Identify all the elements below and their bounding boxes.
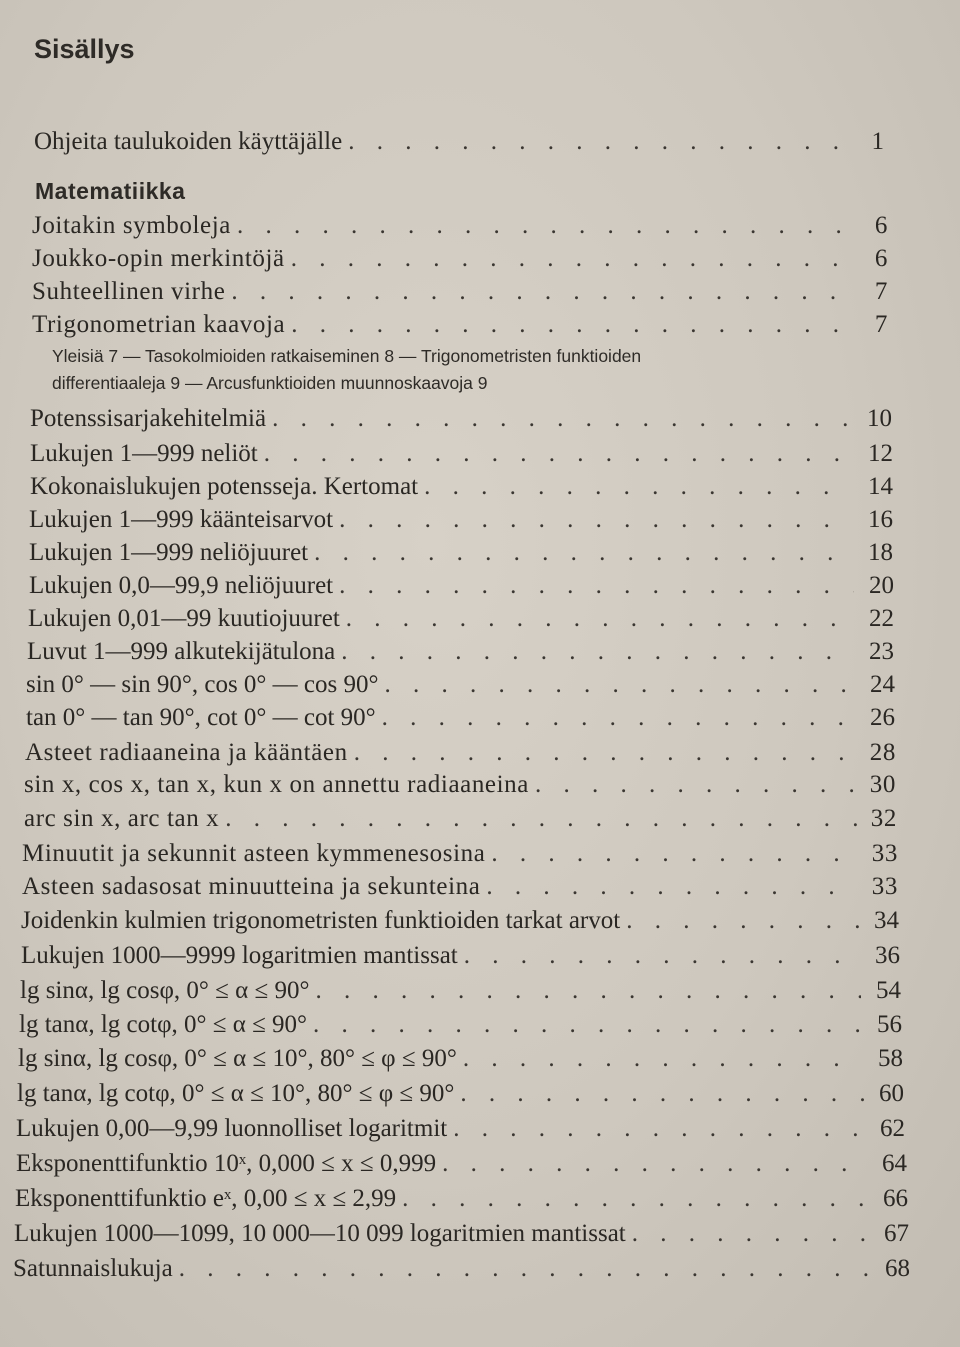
dot-leader xyxy=(339,506,853,534)
page-number: 7 xyxy=(874,278,888,305)
page-number: 18 xyxy=(868,539,893,566)
page-number: 62 xyxy=(880,1115,905,1142)
toc-entry xyxy=(13,1255,910,1287)
dot-leader xyxy=(491,840,858,868)
dot-leader xyxy=(354,739,856,767)
entry-title: Lukujen 1—999 neliöt xyxy=(30,440,258,467)
dot-leader xyxy=(535,771,856,799)
dot-leader xyxy=(626,907,859,935)
toc-entry xyxy=(16,1115,905,1147)
page-number: 66 xyxy=(883,1185,908,1212)
page-number: 30 xyxy=(869,771,896,798)
page-number: 6 xyxy=(874,212,888,239)
dot-leader xyxy=(632,1220,869,1248)
page-number: 22 xyxy=(869,605,894,632)
entry-title: Lukujen 0,01—99 kuutiojuuret xyxy=(28,605,340,632)
toc-entry xyxy=(32,212,888,244)
toc-entry xyxy=(28,605,894,637)
page-number: 28 xyxy=(869,739,896,766)
page-number: 12 xyxy=(868,440,893,467)
dot-leader xyxy=(341,638,854,666)
entry-title: Kokonaislukujen potensseja. Kertomat xyxy=(30,473,419,500)
toc-entry xyxy=(32,245,888,277)
dot-leader xyxy=(486,873,858,901)
entry-title: Lukujen 1—999 neliöjuuret xyxy=(29,539,309,566)
dot-leader xyxy=(237,212,848,240)
entry-title: sin x, cos x, tan x, kun x on annettu radiaaneina xyxy=(24,771,529,798)
page-number: 20 xyxy=(869,572,894,599)
entry-title: Lukujen 0,0—99,9 neliöjuuret xyxy=(29,572,334,599)
entry-title: Ohjeita taulukoiden käyttäjälle xyxy=(34,128,343,155)
toc-entry xyxy=(30,440,893,472)
entry-title: lg tanα, lg cotφ, 0° ≤ α ≤ 90° xyxy=(19,1011,308,1038)
dot-leader xyxy=(348,128,844,156)
toc-entry xyxy=(26,671,895,703)
toc-entry xyxy=(34,128,884,160)
page-number: 16 xyxy=(868,506,893,533)
dot-leader xyxy=(460,1080,864,1108)
dot-leader xyxy=(339,572,854,600)
page-number: 60 xyxy=(879,1080,904,1107)
dot-leader xyxy=(315,977,861,1005)
page-number: 26 xyxy=(870,704,895,731)
toc-entry xyxy=(29,572,894,604)
dot-leader xyxy=(291,245,848,273)
toc-entry xyxy=(24,771,896,803)
entry-title: lg sinα, lg cosφ, 0° ≤ α ≤ 10°, 80° ≤ φ ≤ 90° xyxy=(18,1045,457,1072)
dot-leader xyxy=(442,1150,867,1178)
toc-entry xyxy=(16,1150,907,1182)
toc-entry xyxy=(21,942,900,974)
page-number: 56 xyxy=(877,1011,902,1038)
trig-subnote-line2: differentiaaleja 9 — Arcusfunktioiden muunnoskaavoja 9 xyxy=(52,373,488,393)
toc-entry xyxy=(29,539,893,571)
entry-title: tan 0° — tan 90°, cot 0° — cot 90° xyxy=(26,704,376,731)
entry-title: Satunnaislukuja xyxy=(13,1255,173,1282)
entry-title: Lukujen 0,00—9,99 luonnolliset logaritmit xyxy=(16,1115,448,1142)
page-number: 36 xyxy=(875,942,900,969)
entry-title: Lukujen 1000—9999 logaritmien mantissat xyxy=(21,942,458,969)
entry-title: Joitakin symboleja xyxy=(32,212,231,239)
dot-leader xyxy=(264,440,853,468)
toc-entry xyxy=(32,278,888,310)
page-number: 14 xyxy=(868,473,893,500)
entry-title: Lukujen 1—999 käänteisarvot xyxy=(29,506,334,533)
dot-leader xyxy=(402,1185,868,1213)
dot-leader xyxy=(453,1115,865,1143)
page-number: 54 xyxy=(876,977,901,1004)
dot-leader xyxy=(313,1011,862,1039)
entry-title: Minuutit ja sekunnit asteen kymmenesosina xyxy=(22,840,486,867)
toc-entry xyxy=(22,840,898,872)
page-number: 33 xyxy=(871,873,898,900)
page-number: 68 xyxy=(885,1255,910,1282)
entry-title: Suhteellinen virhe xyxy=(32,278,226,305)
toc-entry xyxy=(21,907,899,939)
page-number: 33 xyxy=(871,840,898,867)
toc-entry xyxy=(15,1185,908,1217)
page-number: 58 xyxy=(878,1045,903,1072)
section-heading-math: Matematiikka xyxy=(35,178,186,204)
entry-title: Potenssisarjakehitelmiä xyxy=(30,405,267,432)
page-number: 64 xyxy=(882,1150,907,1177)
dot-leader xyxy=(291,311,848,339)
toc-entry xyxy=(14,1220,909,1252)
dot-leader xyxy=(225,805,857,833)
entry-title: lg sinα, lg cosφ, 0° ≤ α ≤ 90° xyxy=(20,977,310,1004)
dot-leader xyxy=(272,405,852,433)
dot-leader xyxy=(464,942,860,970)
entry-title: Trigonometrian kaavoja xyxy=(32,311,286,338)
toc-entry xyxy=(18,1045,903,1077)
entry-title: lg tanα, lg cotφ, 0° ≤ α ≤ 10°, 80° ≤ φ ≤ 90° xyxy=(17,1080,455,1107)
page-number: 6 xyxy=(874,245,888,272)
dot-leader xyxy=(179,1255,870,1283)
toc-entry xyxy=(24,805,897,837)
page-number: 24 xyxy=(870,671,895,698)
dot-leader xyxy=(385,671,856,699)
toc-entry xyxy=(17,1080,904,1112)
page-number: 34 xyxy=(874,907,899,934)
toc-entry xyxy=(27,638,894,670)
entry-title: Asteen sadasosat minuutteina ja sekunteina xyxy=(22,873,481,900)
dot-leader xyxy=(382,704,855,732)
entry-title: Lukujen 1000—1099, 10 000—10 099 logaritmien mantissat xyxy=(14,1220,626,1247)
dot-leader xyxy=(314,539,853,567)
page-number: 10 xyxy=(867,405,892,432)
entry-title: Asteet radiaaneina ja kääntäen xyxy=(25,739,348,766)
trig-subnote xyxy=(52,343,641,397)
entry-title: Luvut 1—999 alkutekijätulona xyxy=(27,638,336,665)
toc-entry xyxy=(20,977,901,1009)
page-title: Sisällys xyxy=(34,34,135,64)
toc-entry xyxy=(26,704,895,736)
toc-entry xyxy=(32,311,888,343)
entry-title: Joukko-opin merkintöjä xyxy=(32,245,285,272)
trig-subnote-line1: Yleisiä 7 — Tasokolmioiden ratkaiseminen 8 — Trigonometristen funktioiden xyxy=(52,346,642,366)
toc-entry xyxy=(25,739,896,771)
dot-leader xyxy=(346,605,854,633)
entry-title: sin 0° — sin 90°, cos 0° — cos 90° xyxy=(26,671,379,698)
dot-leader xyxy=(463,1045,863,1073)
toc-entry xyxy=(19,1011,902,1043)
page-number: 23 xyxy=(869,638,894,665)
dot-leader xyxy=(231,278,848,306)
toc-entry xyxy=(22,873,898,905)
page-number: 67 xyxy=(884,1220,909,1247)
page-number: 1 xyxy=(871,128,884,155)
entry-title: Joidenkin kulmien trigonometristen funktioiden tarkat arvot xyxy=(21,907,621,934)
page-number: 7 xyxy=(874,311,888,338)
dot-leader xyxy=(424,473,853,501)
page-number: 32 xyxy=(870,805,897,832)
entry-title: arc sin x, arc tan x xyxy=(24,805,220,832)
toc-entry xyxy=(30,405,892,437)
entry-title: Eksponenttifunktio eˣ, 0,00 ≤ x ≤ 2,99 xyxy=(15,1185,397,1212)
toc-entry xyxy=(30,473,893,505)
entry-title: Eksponenttifunktio 10ˣ, 0,000 ≤ x ≤ 0,999 xyxy=(16,1150,437,1177)
toc-entry xyxy=(29,506,893,538)
